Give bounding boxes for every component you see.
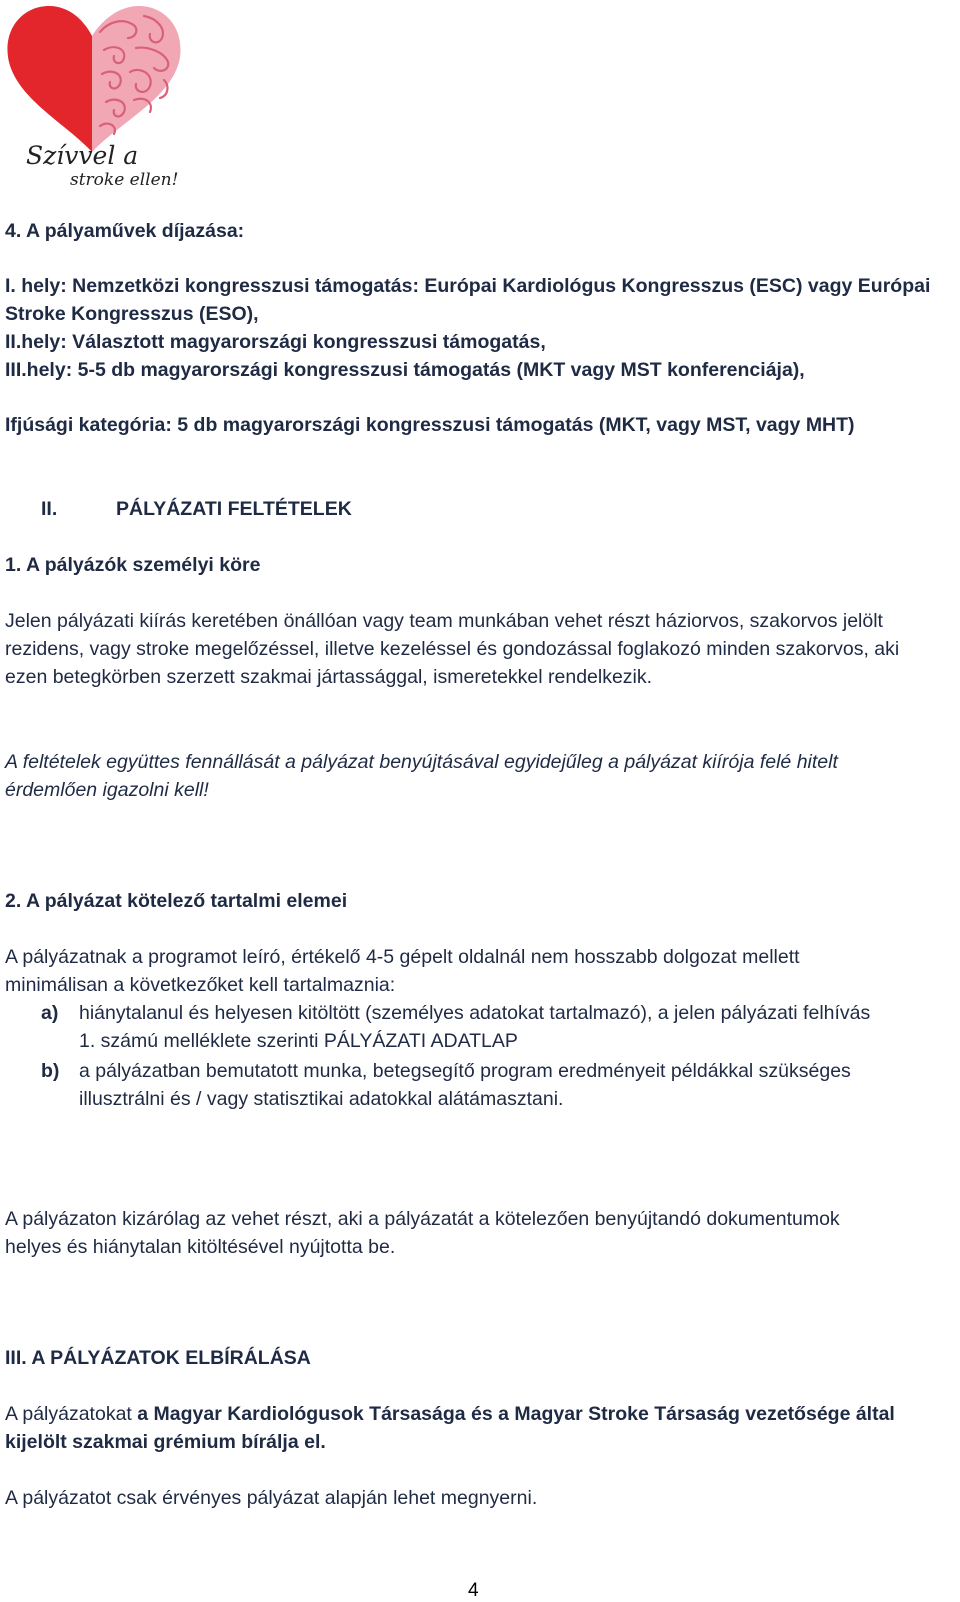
content-elements-heading: 2. A pályázat kötelező tartalmi elemei: [5, 890, 348, 912]
logo: [4, 2, 184, 192]
section-ii-numeral: II.: [41, 498, 58, 520]
applicants-paragraph-line1: Jelen pályázati kiírás keretében önállóan vagy team munkában vehet részt háziorvos, szakorvos jelölt: [5, 610, 883, 632]
section-ii-title: PÁLYÁZATI FELTÉTELEK: [116, 498, 352, 520]
prize-second: II.hely: Választott magyarországi kongresszusi támogatás,: [5, 331, 546, 353]
content-paragraph-line1: A pályázatnak a programot leíró, értékelő 4-5 gépelt oldalnál nem hosszabb dolgozat mellett: [5, 946, 800, 968]
evaluation-paragraph-line2: kijelölt szakmai grémium bírálja el.: [5, 1431, 326, 1453]
eligibility-paragraph-line1: A pályázaton kizárólag az vehet részt, aki a pályázatát a kötelezően benyújtandó dokumentumok: [5, 1208, 840, 1230]
evaluation-paragraph-line1: [5, 1400, 895, 1428]
list-item-b-line2: illusztrálni és / vagy statisztikai adatokkal alátámasztani.: [79, 1088, 564, 1110]
eligibility-paragraph-line2: helyes és hiánytalan kitöltésével nyújtotta be.: [5, 1236, 396, 1258]
prize-third: III.hely: 5-5 db magyarországi kongresszusi támogatás (MKT vagy MST konferenciája),: [5, 359, 805, 381]
page-number: 4: [468, 1580, 479, 1601]
evaluation-bold-text: a Magyar Kardiológusok Társasága és a Magyar Stroke Társaság vezetősége által: [137, 1403, 895, 1425]
validity-paragraph: A pályázatot csak érvényes pályázat alapján lehet megnyerni.: [5, 1487, 538, 1509]
prizes-heading: 4. A pályaművek díjazása:: [5, 220, 245, 242]
prize-first-line1: I. hely: Nemzetközi kongresszusi támogatás: Európai Kardiológus Kongresszus (ESC) vagy Európai: [5, 275, 931, 297]
prize-youth: Ifjúsági kategória: 5 db magyarországi kongresszusi támogatás (MKT, vagy MST, vagy MHT): [5, 414, 855, 436]
applicants-paragraph-line3: ezen betegkörben szerzett szakmai jártassággal, ismeretekkel rendelkezik.: [5, 666, 653, 688]
prize-first-line2: Stroke Kongresszus (ESO),: [5, 303, 259, 325]
list-item-b-line1: a pályázatban bemutatott munka, betegsegítő program eredményeit példákkal szükséges: [79, 1060, 851, 1082]
logo-text-line1: Szívvel a: [26, 141, 139, 170]
content-paragraph-line2: minimálisan a következőket kell tartalmaznia:: [5, 974, 396, 996]
conditions-note-line2: érdemlően igazolni kell!: [5, 779, 209, 801]
list-item-a-line2: 1. számú melléklete szerinti PÁLYÁZATI ADATLAP: [79, 1030, 518, 1052]
heart-brain-logo-icon: [4, 2, 184, 192]
applicants-paragraph-line2: rezidens, vagy stroke megelőzéssel, illetve kezeléssel és gondozással foglakozó minden szakorvos, aki: [5, 638, 900, 660]
applicants-heading: 1. A pályázók személyi köre: [5, 554, 261, 576]
list-item-a-line1: hiánytalanul és helyesen kitöltött (személyes adatokat tartalmazó), a jelen pályázati felhívás: [79, 1002, 871, 1024]
list-item-a-label: a): [41, 1002, 59, 1024]
section-iii-heading: III. A PÁLYÁZATOK ELBÍRÁLÁSA: [5, 1347, 311, 1369]
conditions-note-line1: A feltételek együttes fennállását a pályázat benyújtásával egyidejűleg a pályázat kiírója felé hitelt: [5, 751, 838, 773]
list-item-b-label: b): [41, 1060, 60, 1082]
logo-text-line2: stroke ellen!: [70, 170, 179, 190]
evaluation-normal-text: A pályázatokat: [5, 1403, 138, 1425]
